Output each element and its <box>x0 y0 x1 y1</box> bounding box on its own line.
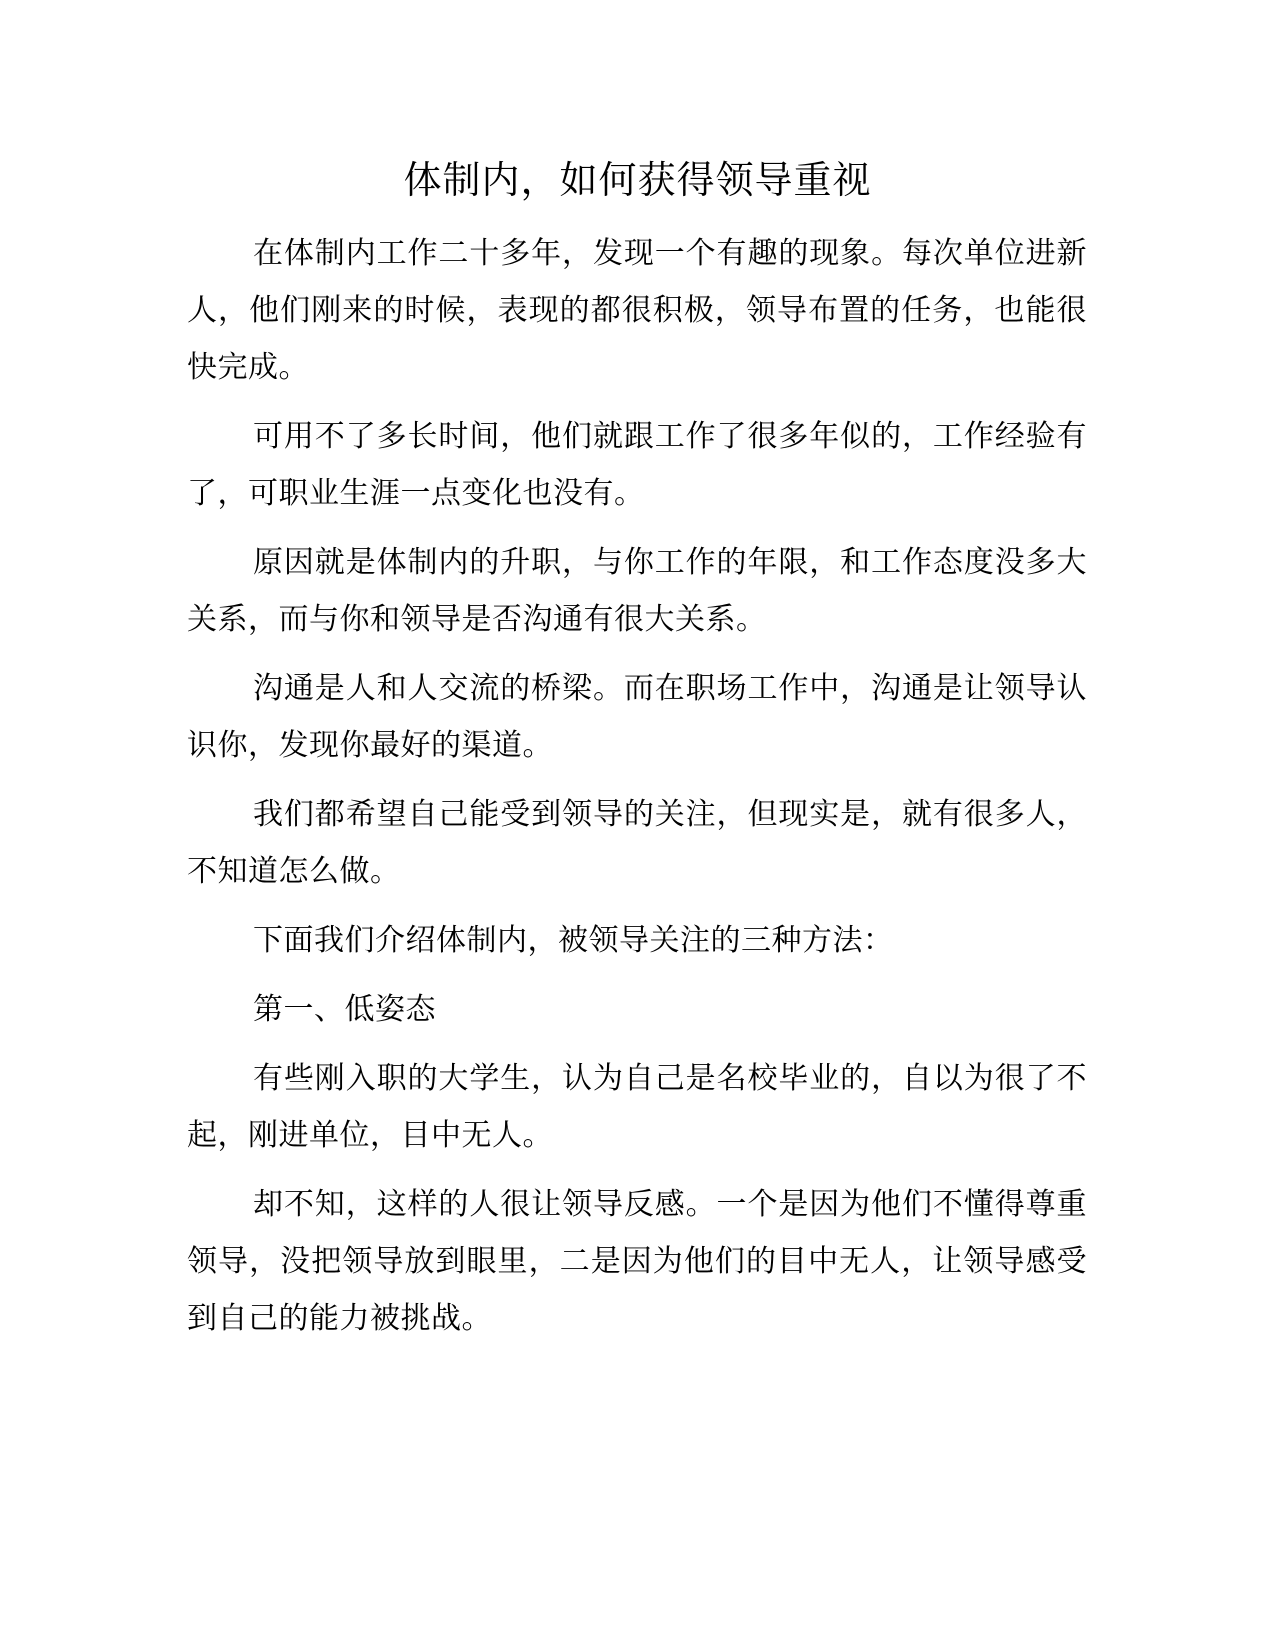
paragraph-8: 却不知，这样的人很让领导反感。一个是因为他们不懂得尊重领导，没把领导放到眼里，二是因为他们的目中无人，让领导感受到自己的能力被挑战。 <box>187 1187 1087 1336</box>
paragraph-3: 原因就是体制内的升职，与你工作的年限，和工作态度没多大关系，而与你和领导是否沟通有很大关系。 <box>187 545 1087 637</box>
document-title: 体制内，如何获得领导重视 <box>403 158 872 202</box>
section-heading: 第一、低姿态 <box>253 992 436 1027</box>
paragraph-5: 我们都希望自己能受到领导的关注，但现实是，就有很多人，不知道怎么做。 <box>187 797 1087 889</box>
document-body <box>187 225 1087 1359</box>
paragraph-4: 沟通是人和人交流的桥梁。而在职场工作中，沟通是让领导认识你，发现你最好的渠道。 <box>187 671 1087 763</box>
paragraph-7: 有些刚入职的大学生，认为自己是名校毕业的，自以为很了不起，刚进单位，目中无人。 <box>187 1061 1087 1153</box>
paragraph-2: 可用不了多长时间，他们就跟工作了很多年似的，工作经验有了，可职业生涯一点变化也没有。 <box>187 419 1087 511</box>
paragraph-6: 下面我们介绍体制内，被领导关注的三种方法： <box>253 923 894 958</box>
paragraph-1: 在体制内工作二十多年，发现一个有趣的现象。每次单位进新人，他们刚来的时候，表现的都很积极，领导布置的任务，也能很快完成。 <box>187 236 1087 385</box>
